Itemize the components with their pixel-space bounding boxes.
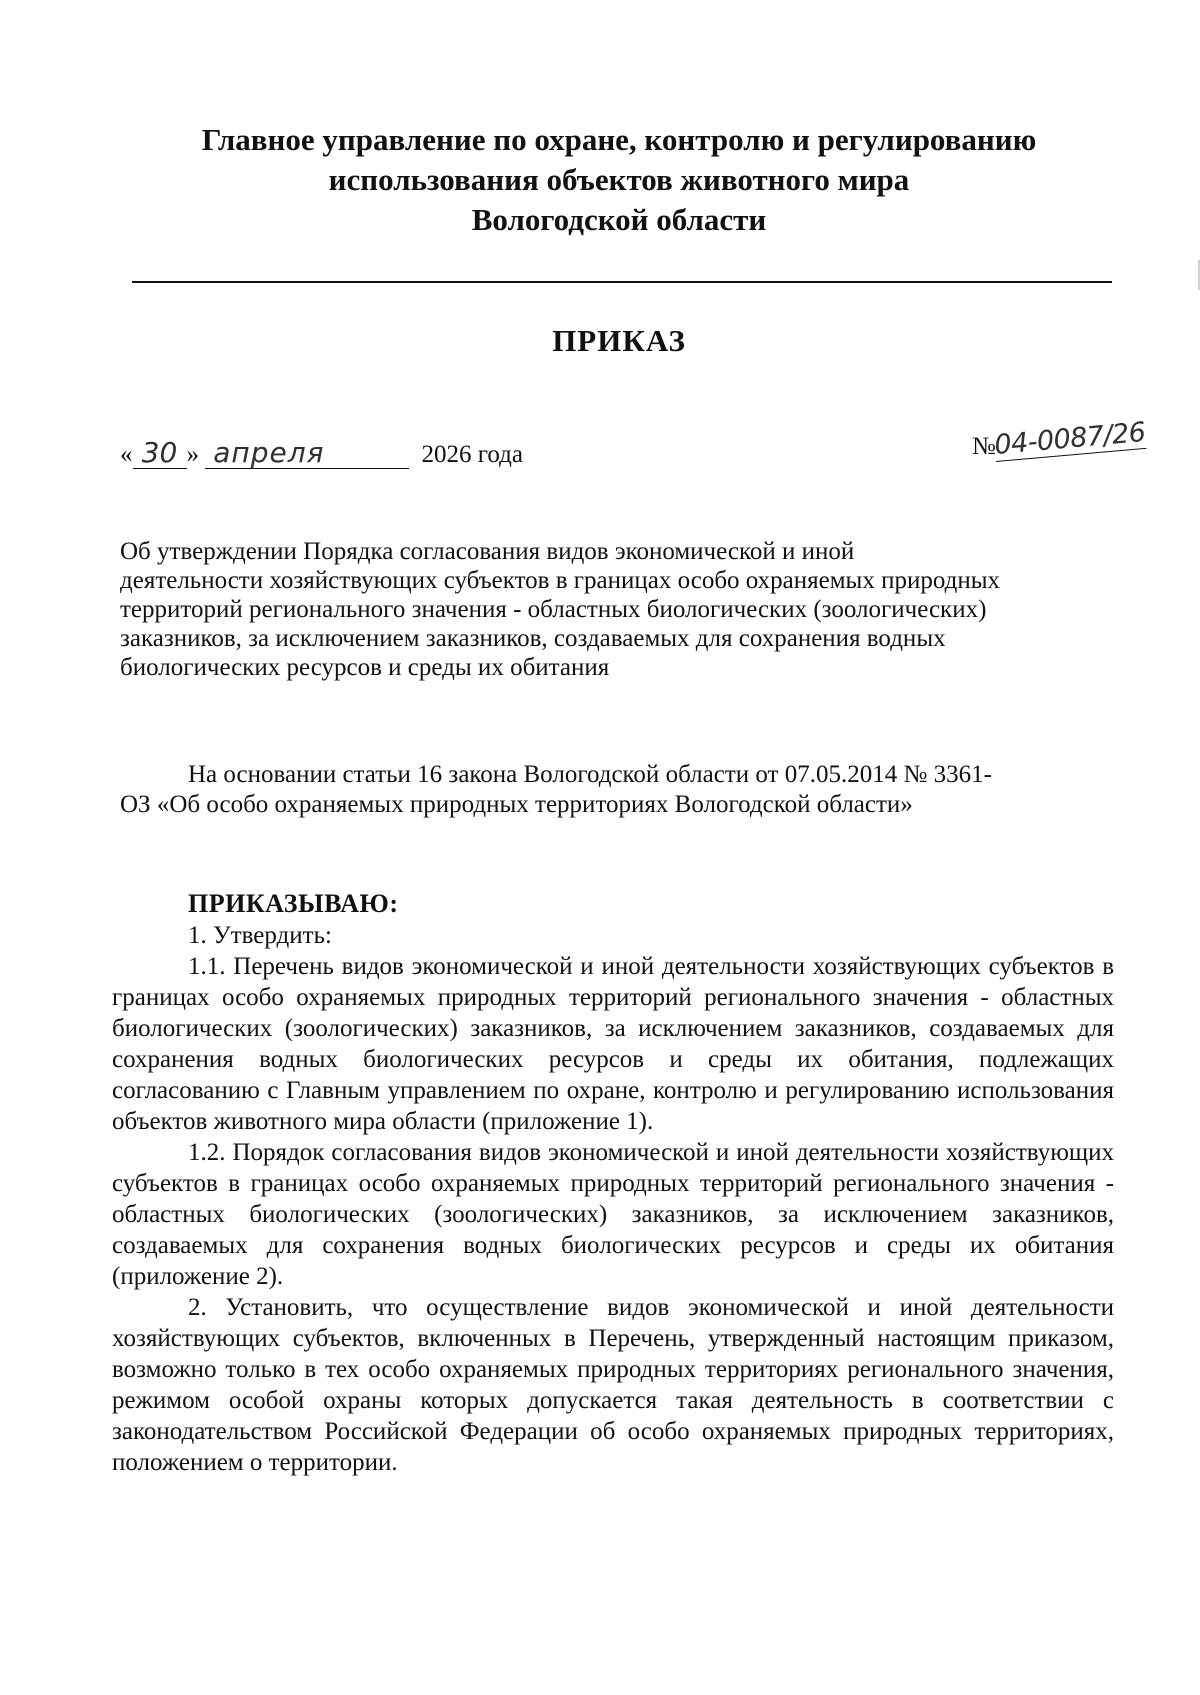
item-1: 1. Утвердить: <box>188 922 332 949</box>
subject-line: Об утверждении Порядка согласования видов экономической и иной <box>120 538 855 565</box>
number-sign: № <box>972 433 996 460</box>
handwritten-month: апреля <box>205 438 409 469</box>
subject-line: территорий регионального значения - областных биологических (зоологических) <box>120 596 987 623</box>
date-open-quote: « <box>120 441 133 468</box>
document-title: ПРИКАЗ <box>552 323 686 358</box>
item-1-1: 1.1. Перечень видов экономической и иной деятельности хозяйствующих субъектов в границах особо охраняемых природных территорий регионального значения - областных биологических (зоологических) заказников, за исключением заказников, создаваемых для сохранения водных биологических ресурсов и среды их обитания, подлежащих согласованию с Главным управлением по охране, контролю и регулированию использования объектов животного мира области (приложение 1). <box>112 953 1114 1135</box>
order-body <box>112 920 1114 1478</box>
header-line-3: Вологодской области <box>471 202 767 237</box>
order-heading: ПРИКАЗЫВАЮ: <box>188 889 399 918</box>
document-subject <box>120 537 1110 682</box>
header-line-2: использования объектов животного мира <box>328 162 910 197</box>
header-divider <box>132 281 1112 283</box>
legal-basis <box>120 760 1110 820</box>
item-2: 2. Установить, что осуществление видов экономической и иной деятельности хозяйствующих субъектов, включенных в Перечень, утвержденный настоящим приказом, возможно только в тех особо охраняемых природных территориях регионального значения, режимом особой охраны которых допускается такая деятельность в соответствии с законодательством Российской Федерации об особо охраняемых природных территориях, положением о территории. <box>112 1294 1114 1476</box>
subject-line: заказников, за исключением заказников, создаваемых для сохранения водных <box>120 625 946 652</box>
issuing-authority-header <box>0 120 1200 240</box>
document-number <box>972 416 1147 462</box>
document-date <box>120 438 523 470</box>
basis-line: ОЗ «Об особо охраняемых природных территориях Вологодской области» <box>120 791 913 818</box>
item-1-2: 1.2. Порядок согласования видов экономической и иной деятельности хозяйствующих субъектов в границах особо охраняемых природных территорий регионального значения - областных биологических (зоологических) заказников, за исключением заказников, создаваемых для сохранения водных биологических ресурсов и среды их обитания (приложение 2). <box>112 1139 1114 1290</box>
date-year-text: 2026 года <box>421 441 523 468</box>
basis-line: На основании статьи 16 закона Вологодской области от 07.05.2014 № 3361- <box>188 761 992 788</box>
subject-line: биологических ресурсов и среды их обитания <box>120 654 610 681</box>
handwritten-number: 04-0087/26 <box>993 416 1147 462</box>
header-line-1: Главное управление по охране, контролю и регулированию <box>201 122 1037 157</box>
subject-line: деятельности хозяйствующих субъектов в границах особо охраняемых природных <box>120 567 1001 594</box>
date-close-quote: » <box>186 441 199 468</box>
handwritten-day: 30 <box>133 438 187 469</box>
